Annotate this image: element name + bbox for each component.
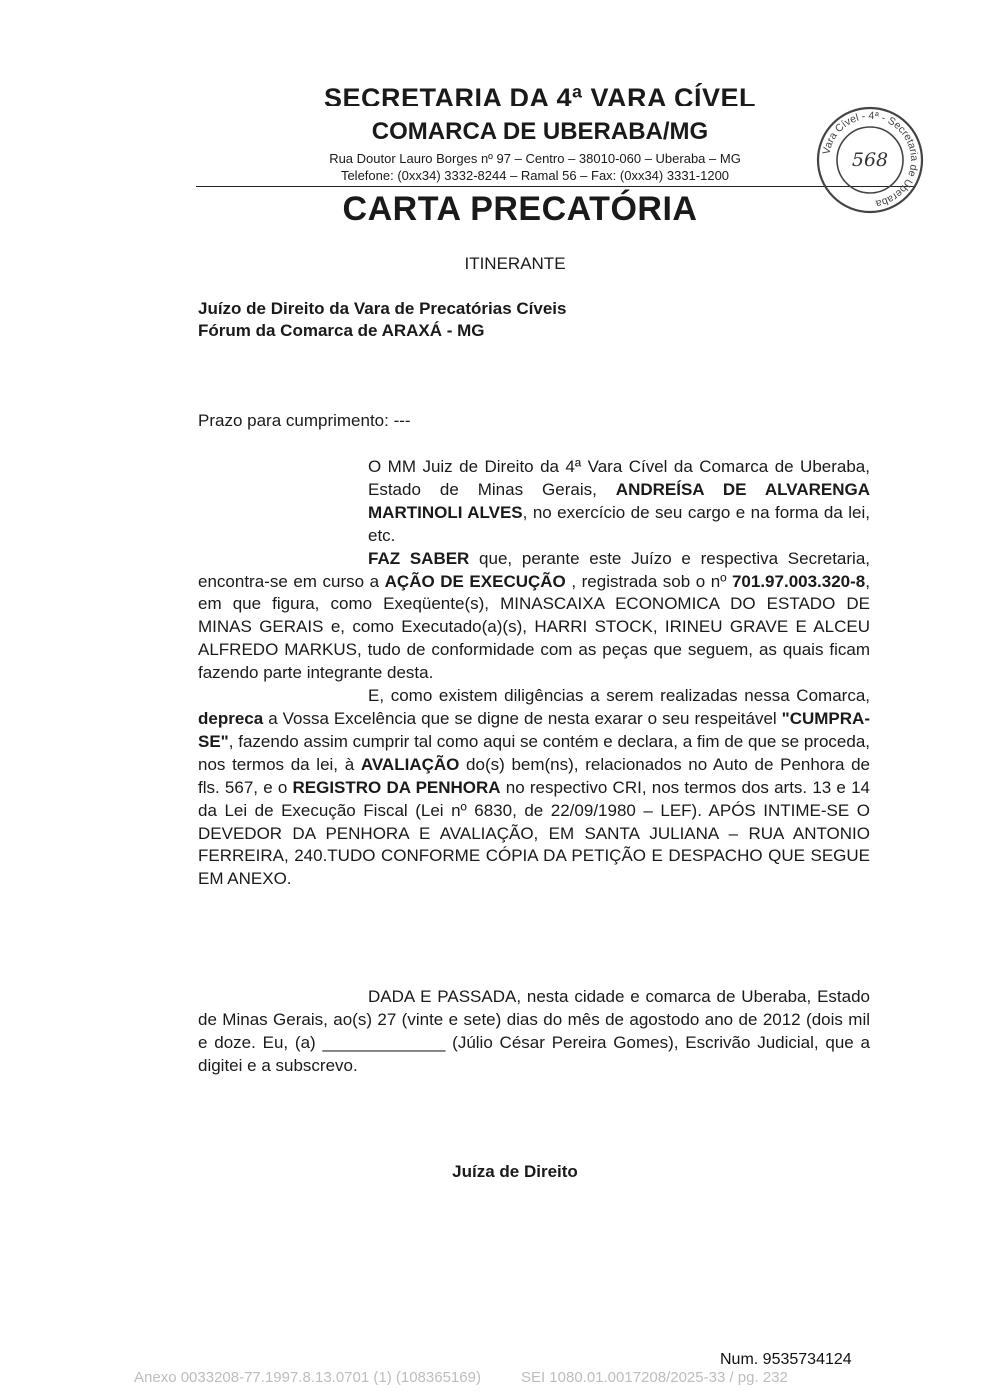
header-divider [196,186,916,187]
annex-reference: Anexo 0033208-77.1997.8.13.0701 (1) (108365169) [134,1369,481,1386]
action-type: AÇÃO DE EXECUÇÃO [384,571,566,591]
address-block [270,150,800,184]
signature-role: Juíza de Direito [452,1162,578,1181]
paragraph-depreca: E, como existem diligências a serem realizadas nessa Comarca, depreca a Vossa Excelência que se digne de nesta exarar o seu respeitável "CUMPRA-SE", fazendo assim cumprir tal como aqui se contém e declara, a fim de que se proceda, nos termos da lei, à AVALIAÇÃO do(s) bem(ns), relacionados no Auto de Penhora de fls. 567, e o REGISTRO DA PENHORA no respectivo CRI, nos termos dos arts. 13 e 14 da Lei de Execução Fiscal (Lei nº 6830, de 22/09/1980 – LEF). APÓS INTIME-SE O DEVEDOR DA PENHORA E AVALIAÇÃO, EM SANTA JULIANA – RUA ANTONIO FERREIRA, 240.TUDO CONFORME CÓPIA DA PETIÇÃO E DESPACHO QUE SEGUE EM ANEXO. [198,686,870,889]
closing-paragraph: DADA E PASSADA, nesta cidade e comarca de Uberaba, Estado de Minas Gerais, ao(s) 27 (vinte e sete) dias do mês de agostodo ano de 2012 (dois mil e doze. Eu, (a) _____________ (Júlio César Pereira Gomes), Escrivão Judicial, que a digitei e a subscrevo. [198,987,870,1075]
paragraph-faz-saber: FAZ SABER que, perante este Juízo e respectiva Secretaria, encontra-se em curso a AÇÃO DE EXECUÇÃO , registrada sob o nº 701.97.003.320-8, em que figura, como Exeqüente(s), MINASCAIXA ECONOMICA DO ESTADO DE MINAS GERAIS e, como Executado(a)(s), HARRI STOCK, IRINEU GRAVE E ALCEU ALFREDO MARKUS, tudo de conformidade com as peças que seguem, as quais ficam fazendo parte integrante desta. [198,548,870,683]
document-number: Num. 9535734124 [720,1351,852,1368]
seal-handwritten-number: 568 [851,149,889,171]
case-number: 701.97.003.320-8 [731,571,866,591]
judge-name: ANDREÍSA DE ALVARENGA MARTINOLI ALVES [368,479,870,522]
svg-text:Vara Cível - 4ª - Secretaria d: Vara Cível - 4ª - Secretaria de Uberaba [820,109,921,210]
recipient-block [198,298,567,342]
district-heading: COMARCA DE UBERABA/MG [371,118,709,145]
office-heading: SECRETARIA DA 4ª VARA CÍVEL [323,83,757,106]
document-subtitle: ITINERANTE [464,254,566,273]
secretaria-seal-stamp [814,104,926,216]
footer-reference [134,1369,934,1386]
recipient-court: Juízo de Direito da Vara de Precatórias Cíveis [198,299,567,318]
document-title: CARTA PRECATÓRIA [342,190,698,228]
letter-body [198,456,870,891]
sei-reference: SEI 1080.01.0017208/2025-33 / pg. 232 [520,1369,788,1386]
phone-line: Telefone: (0xx34) 3332-8244 – Ramal 56 – Fax: (0xx34) 3331-1200 [340,168,730,183]
address-line: Rua Doutor Lauro Borges nº 97 – Centro – 38010-060 – Uberaba – MG [329,151,741,166]
recipient-forum: Fórum da Comarca de ARAXÁ - MG [198,321,485,340]
deadline-line: Prazo para cumprimento: --- [198,411,411,430]
paragraph-judge: O MM Juiz de Direito da 4ª Vara Cível da Comarca de Uberaba, Estado de Minas Gerais, ANDREÍSA DE ALVARENGA MARTINOLI ALVES, no exercício de seu cargo e na forma da lei, etc. [368,457,870,545]
